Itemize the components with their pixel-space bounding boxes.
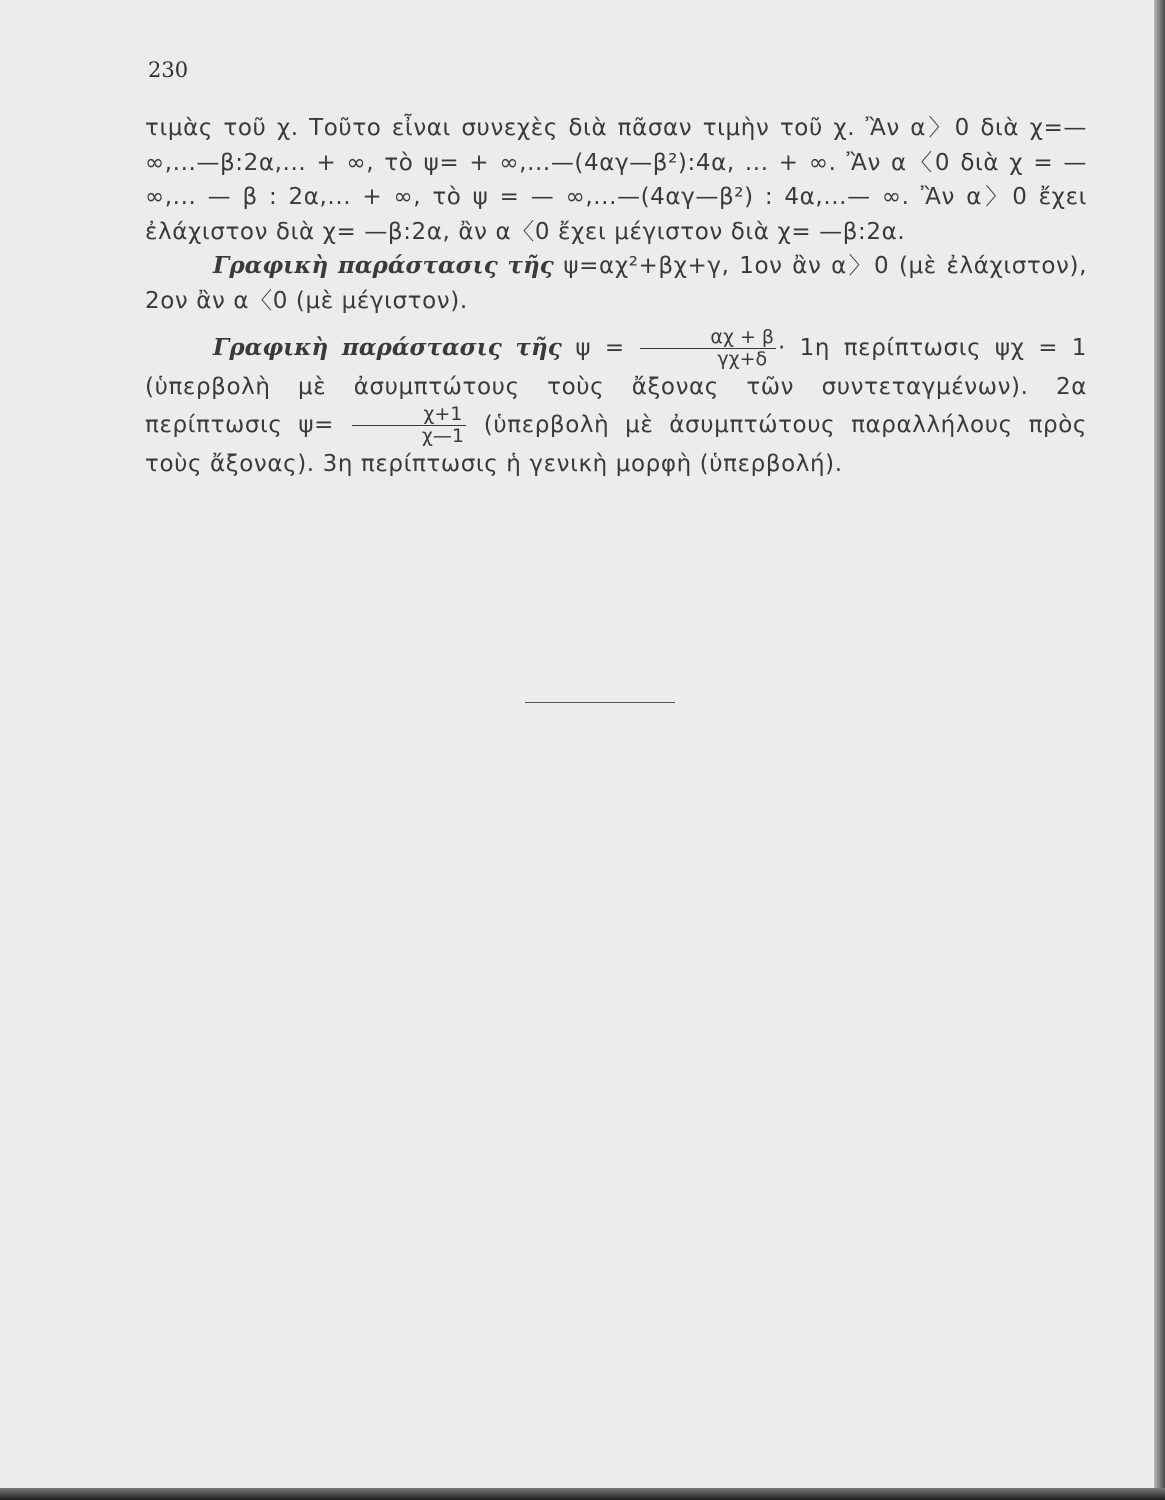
body-text (145, 111, 1087, 482)
paragraph-continuation: τιμὰς τοῦ χ. Τοῦτο εἶναι συνεχὲς διὰ πᾶσαν τιμὴν τοῦ χ. Ἂν α〉0 διὰ χ=— ∞,...—β:2α,... + ∞, τὸ ψ= + ∞,...—(4αγ—β²):4α, ... + ∞. Ἂν α〈0 διὰ χ = — ∞,... — β : 2α,... + ∞, τὸ ψ = — ∞,...—(4αγ—β²) : 4α,...— ∞. Ἂν α〉0 ἔχει ἐλάχιστον διὰ χ= —β:2α, ἂν α〈0 ἔχει μέγιστον διὰ χ= —β:2α. (145, 115, 1087, 245)
fraction-denominator: γχ+δ (717, 347, 768, 370)
homographic-lhs: ψ = (561, 334, 639, 361)
fraction-homographic (640, 327, 776, 370)
fraction-case-two (352, 404, 466, 447)
fraction-denominator: χ—1 (421, 425, 464, 448)
section-heading-quadratic: Γραφικὴ παράστασις τῆς (213, 252, 554, 280)
page-bottom-shadow (0, 1488, 1165, 1500)
page-edge-shadow (1154, 0, 1165, 1500)
section-end-rule (525, 702, 675, 703)
page-number: 230 (148, 58, 189, 82)
paragraph-quadratic-graph (145, 249, 1087, 318)
section-heading-homographic: Γραφικὴ παράστασις τῆς (213, 333, 562, 361)
homographic-text-cases: · 1η περίπτωσις ψχ = 1 (ὑπερβολὴ μὲ ἀσυμπτώτους τοὺς ἄξονας τῶν συντεταγμένων). 2α περίπτωσις ψ= (145, 334, 1087, 439)
fraction-numerator: χ+1 (352, 404, 466, 426)
paragraph-homographic-graph (145, 327, 1087, 482)
homographic-text-end: (ὑπερβολὴ μὲ ἀσυμπτώτους παραλλήλους πρὸς τοὺς ἄξονας). 3η περίπτωσις ἡ γενικὴ μορφὴ (ὑπερβολή). (145, 412, 1087, 478)
fraction-numerator: αχ + β (640, 327, 776, 349)
quadratic-text: ψ=αχ²+βχ+γ, 1ον ἂν α〉0 (μὲ ἐλάχιστον), 2ον ἂν α〈0 (μὲ μέγιστον). (145, 253, 1087, 314)
